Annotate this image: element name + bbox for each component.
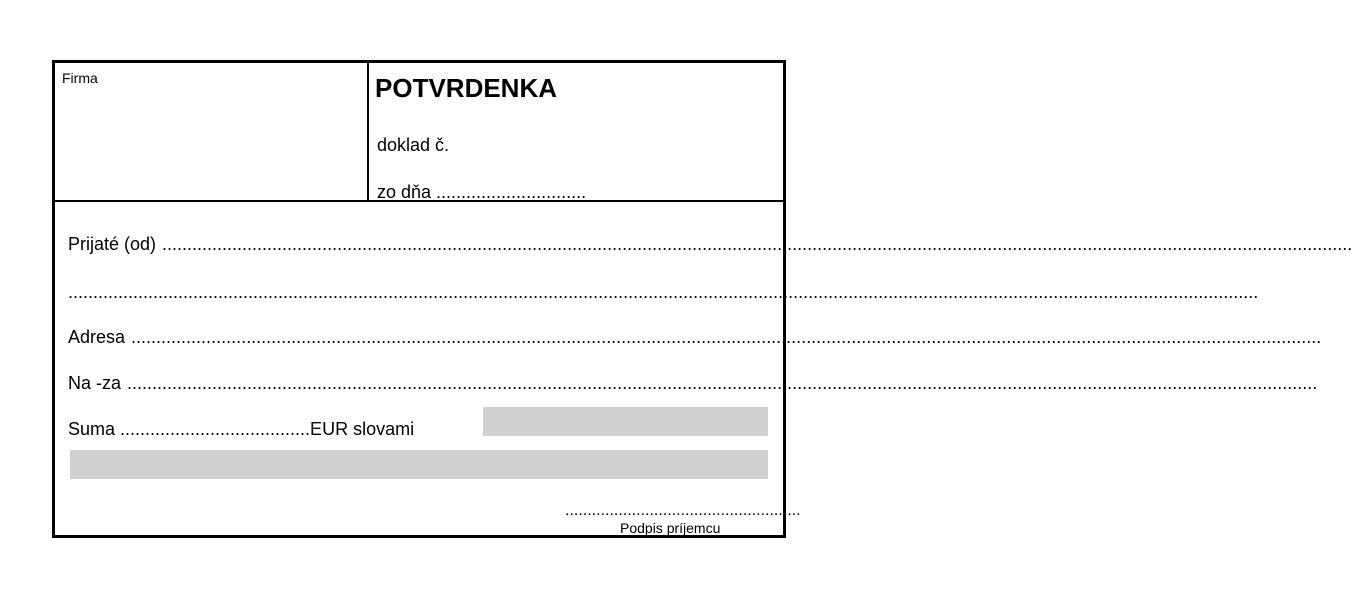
- address-row[interactable]: [68, 328, 767, 346]
- purpose-row[interactable]: [68, 374, 767, 392]
- received-from-label: Prijaté (od): [68, 234, 157, 254]
- sum-row[interactable]: Suma ......................................EUR slovami: [68, 419, 415, 439]
- address-label: Adresa: [68, 327, 126, 347]
- document-title: POTVRDENKA: [375, 73, 558, 103]
- signature-label: Podpis príjemcu: [620, 520, 721, 536]
- address-dotted-line[interactable]: [131, 328, 1321, 346]
- received-from-row[interactable]: [68, 235, 767, 253]
- purpose-dotted-line[interactable]: [127, 374, 1317, 392]
- signature-line[interactable]: .....................................................: [565, 502, 801, 519]
- purpose-label: Na -za: [68, 373, 122, 393]
- amount-in-words-field[interactable]: [483, 407, 768, 436]
- amount-in-words-continuation-field[interactable]: [70, 450, 768, 479]
- received-from-continuation-row[interactable]: [68, 283, 767, 301]
- receipt-form: [52, 60, 801, 538]
- received-from-continuation-dotted-line[interactable]: [68, 283, 1258, 301]
- received-from-dotted-line[interactable]: [162, 235, 1352, 253]
- document-number-label: doklad č.: [377, 135, 450, 155]
- document-date-field[interactable]: zo dňa ..............................: [377, 182, 587, 202]
- header-vertical-divider: [367, 63, 369, 201]
- company-label: Firma: [62, 70, 98, 86]
